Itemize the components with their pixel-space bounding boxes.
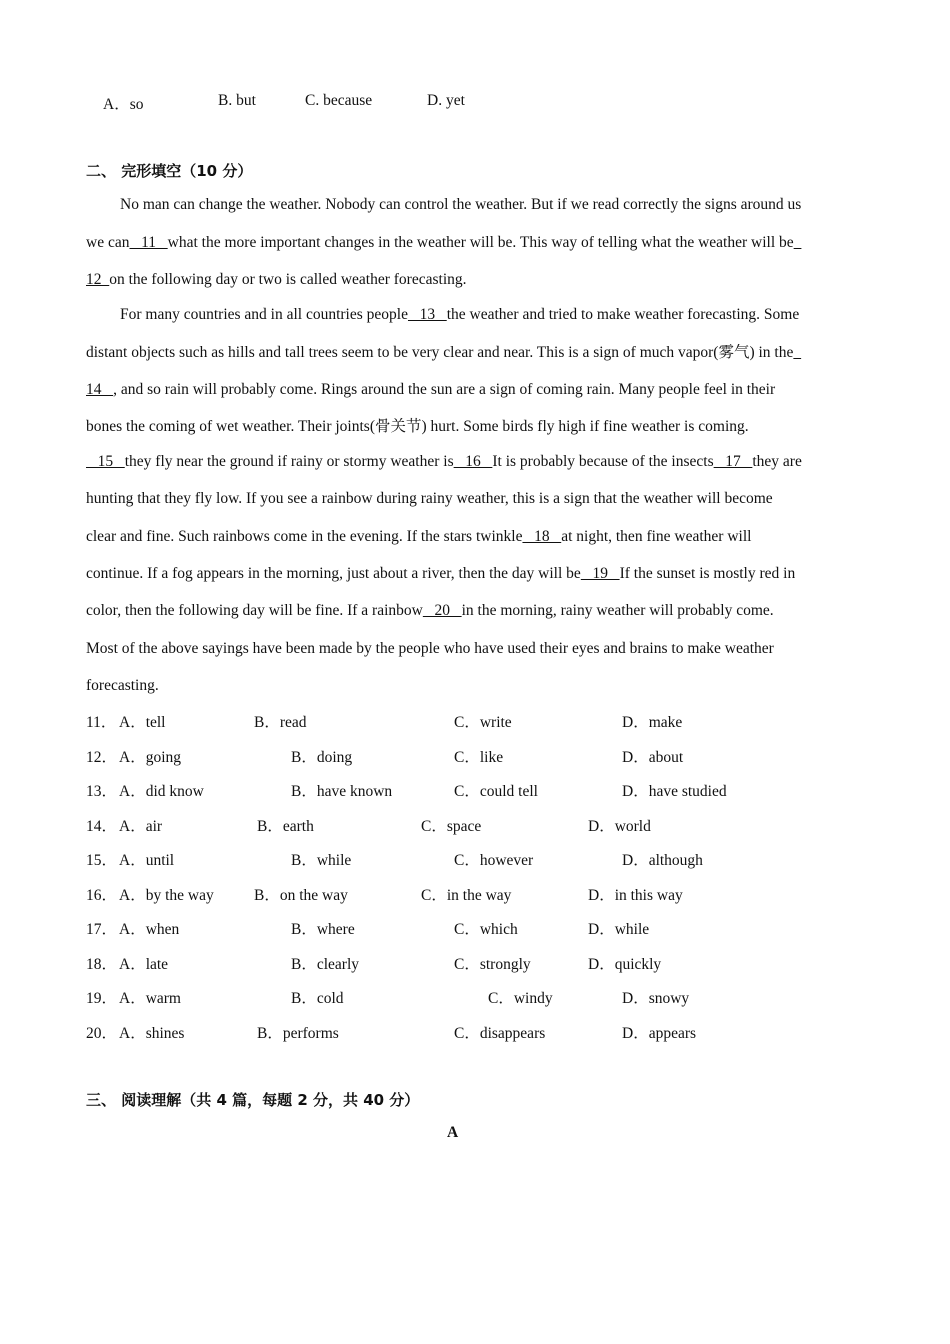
option-c: C．space [421, 818, 482, 835]
option-d: D．quickly [588, 956, 662, 973]
passage-line [86, 195, 900, 215]
option-d: D．have studied [622, 783, 727, 800]
passage-line [86, 343, 866, 363]
question-row [86, 883, 866, 903]
passage-line [86, 527, 866, 547]
question-row [86, 1021, 866, 1041]
blank-slot: 14 [86, 381, 114, 398]
option-a: A．shines [119, 1025, 185, 1042]
blank-slot [793, 344, 801, 361]
prev-option-c: C. because [305, 92, 373, 109]
passage-text: clear and fine. Such rainbows come in the evening. If the stars twinkle [86, 528, 523, 545]
passage-text: hunting that they fly low. If you see a rainbow during rainy weather, this is a sign that the weather will become [86, 490, 773, 507]
option-a: A．when [119, 921, 180, 938]
prev-option-b: B. but [218, 92, 256, 109]
passage-line [86, 639, 866, 659]
question-row [86, 848, 866, 868]
option-c: C．windy [488, 990, 553, 1007]
passage-text: at night, then fine weather will [561, 528, 752, 545]
passage-text: If the sunset is mostly red in [619, 565, 796, 582]
question-number: 20． [86, 1025, 118, 1042]
question-number: 13． [86, 783, 118, 800]
option-c: C．like [454, 749, 504, 766]
option-c: C．could tell [454, 783, 538, 800]
option-b: B．while [291, 852, 352, 869]
passage-line [86, 270, 866, 290]
option-d: D．while [588, 921, 650, 938]
question-number: 17． [86, 921, 118, 938]
option-d: D．world [588, 818, 651, 835]
option-b: B．doing [291, 749, 353, 766]
passage-text: what the more important changes in the weather will be. This way of telling what the weather will be [167, 234, 794, 251]
blank-slot: 11 [129, 234, 168, 251]
option-d: D．appears [622, 1025, 697, 1042]
blank-slot: 16 [453, 453, 493, 470]
blank-slot: 15 [86, 453, 125, 470]
option-b: B．have known [291, 783, 393, 800]
blank-slot: 12 [86, 271, 110, 288]
option-a: A．tell [119, 714, 166, 731]
option-d: D．although [622, 852, 703, 869]
passage-text: on the following day or two is called weather forecasting. [109, 271, 467, 288]
passage-line [86, 380, 866, 400]
passage-text: continue. If a fog appears in the morning, just about a river, then the day will be [86, 565, 581, 582]
question-number: 16． [86, 887, 118, 904]
passage-text: color, then the following day will be fine. If a rainbow [86, 602, 423, 619]
blank-slot: 17 [713, 453, 753, 470]
passage-line [86, 489, 866, 509]
option-d: D．snowy [622, 990, 690, 1007]
passage-line [86, 676, 866, 696]
question-number: 12． [86, 749, 118, 766]
passage-line [86, 564, 866, 584]
option-b: B．read [254, 714, 307, 731]
passage-line [86, 417, 866, 437]
question-row [86, 952, 866, 972]
option-b: B．clearly [291, 956, 360, 973]
option-b: B．where [291, 921, 355, 938]
passage-text: It is probably because of the insects [492, 453, 714, 470]
blank-slot: 18 [522, 528, 562, 545]
option-c: C．which [454, 921, 518, 938]
passage-line [86, 452, 866, 472]
blank-slot: 20 [422, 602, 462, 619]
passage-text: we can [86, 234, 130, 251]
prev-option-d: D. yet [427, 92, 465, 109]
option-a: A．did know [119, 783, 204, 800]
passage-text: bones the coming of wet weather. Their joints(骨关节) hurt. Some birds fly high if fine weather is coming. [86, 418, 749, 435]
option-d: D．make [622, 714, 683, 731]
prev-option-a: A．so [103, 96, 144, 113]
section3-heading: 三、 阅读理解（共 4 篇，每题 2 分，共 40 分） [86, 1091, 420, 1109]
question-row [86, 814, 866, 834]
question-row [86, 745, 866, 765]
blank-slot: 19 [580, 565, 620, 582]
option-b: B．on the way [254, 887, 348, 904]
option-b: B．performs [257, 1025, 339, 1042]
passage-text: , and so rain will probably come. Rings around the sun are a sign of coming rain. Many people feel in their [113, 381, 776, 398]
option-a: A．until [119, 852, 175, 869]
option-d: D．in this way [588, 887, 683, 904]
option-c: C．disappears [454, 1025, 546, 1042]
blank-slot: 13 [407, 306, 447, 323]
section2-heading: 二、 完形填空（10 分） [86, 162, 253, 180]
option-a: A．air [119, 818, 163, 835]
question-number: 15． [86, 852, 118, 869]
passage-text: distant objects such as hills and tall trees seem to be very clear and near. This is a sign of much vapor(雾气) in the [86, 344, 794, 361]
question-row [86, 779, 866, 799]
option-c: C．write [454, 714, 512, 731]
question-row [86, 917, 866, 937]
option-a: A．late [119, 956, 169, 973]
passage-text: they fly near the ground if rainy or stormy weather is [124, 453, 454, 470]
passage-text: For many countries and in all countries people [120, 306, 408, 323]
question-number: 11． [86, 714, 117, 731]
option-c: C．however [454, 852, 534, 869]
passage-text: Most of the above sayings have been made by the people who have used their eyes and brains to make weather [86, 640, 774, 657]
question-number: 19． [86, 990, 118, 1007]
passage-text: they are [752, 453, 802, 470]
option-a: A．going [119, 749, 182, 766]
question-row [86, 710, 866, 730]
option-c: C．in the way [421, 887, 512, 904]
passage-text: No man can change the weather. Nobody can control the weather. But if we read correctly the signs around us [120, 196, 802, 213]
question-row [86, 986, 866, 1006]
passage-text: in the morning, rainy weather will probably come. [461, 602, 774, 619]
option-d: D．about [622, 749, 684, 766]
question-number: 14． [86, 818, 118, 835]
passage-text: the weather and tried to make weather forecasting. Some [446, 306, 800, 323]
option-b: B．cold [291, 990, 344, 1007]
option-c: C．strongly [454, 956, 531, 973]
passage-line [86, 305, 900, 325]
blank-slot [794, 234, 802, 251]
passage-line [86, 601, 866, 621]
option-a: A．by the way [119, 887, 214, 904]
option-b: B．earth [257, 818, 314, 835]
passage-text: forecasting. [86, 677, 159, 694]
option-a: A．warm [119, 990, 181, 1007]
passage-line [86, 233, 866, 253]
question-number: 18． [86, 956, 118, 973]
reading-passage-label: A [447, 1124, 459, 1141]
